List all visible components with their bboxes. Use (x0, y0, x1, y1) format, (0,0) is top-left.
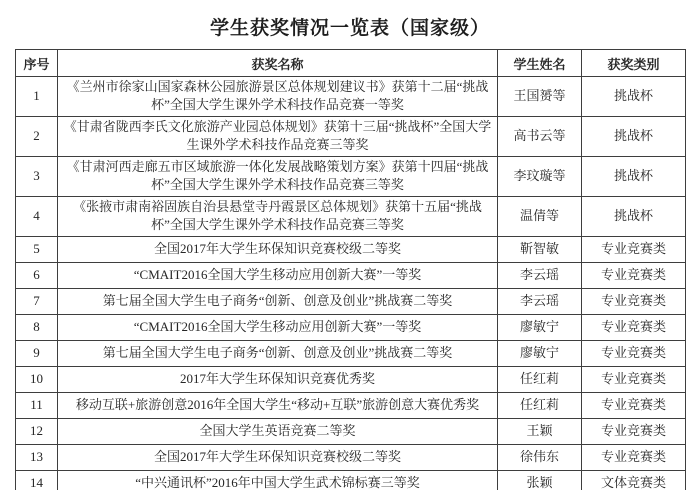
cell-student-name: 任红莉 (498, 392, 582, 418)
cell-award-name: 《张掖市肃南裕固族自治县悬堂寺丹霞景区总体规划》获第十五届“挑战杯”全国大学生课外学术科技作品竞赛三等奖 (58, 196, 498, 236)
cell-student-name: 任红莉 (498, 366, 582, 392)
cell-award-name: “中兴通讯杯”2016年中国大学生武术锦标赛三等奖 (58, 470, 498, 490)
cell-student-name: 李玟璇等 (498, 156, 582, 196)
cell-student-name: 廖敏宁 (498, 340, 582, 366)
cell-award-name: 《兰州市徐家山国家森林公园旅游景区总体规划建议书》获第十二届“挑战杯”全国大学生课外学术科技作品竞赛一等奖 (58, 77, 498, 117)
cell-index: 1 (16, 77, 58, 117)
page-title: 学生获奖情况一览表（国家级） (209, 18, 490, 39)
cell-award-category: 专业竞赛类 (582, 444, 686, 470)
cell-student-name: 徐伟东 (498, 444, 582, 470)
cell-award-name: “CMAIT2016全国大学生移动应用创新大赛”一等奖 (58, 314, 498, 340)
cell-student-name: 李云瑶 (498, 262, 582, 288)
table-row (16, 262, 686, 288)
cell-award-category: 专业竞赛类 (582, 314, 686, 340)
cell-award-name: “CMAIT2016全国大学生移动应用创新大赛”一等奖 (58, 262, 498, 288)
header-student-name: 学生姓名 (498, 50, 582, 77)
table-row (16, 418, 686, 444)
cell-student-name: 高书云等 (498, 116, 582, 156)
table-row (16, 340, 686, 366)
cell-award-category: 挑战杯 (582, 77, 686, 117)
cell-index: 14 (16, 470, 58, 490)
cell-index: 4 (16, 196, 58, 236)
cell-award-category: 挑战杯 (582, 196, 686, 236)
cell-award-name: 第七届全国大学生电子商务“创新、创意及创业”挑战赛二等奖 (58, 288, 498, 314)
cell-student-name: 王颖 (498, 418, 582, 444)
cell-index: 12 (16, 418, 58, 444)
table-row (16, 314, 686, 340)
table-row (16, 470, 686, 490)
cell-student-name: 温倩等 (498, 196, 582, 236)
table-row (16, 196, 686, 236)
cell-award-name: 2017年大学生环保知识竞赛优秀奖 (58, 366, 498, 392)
cell-award-category: 专业竞赛类 (582, 236, 686, 262)
cell-award-category: 专业竞赛类 (582, 392, 686, 418)
table-row (16, 77, 686, 117)
cell-student-name: 张颖 (498, 470, 582, 490)
cell-index: 9 (16, 340, 58, 366)
cell-award-name: 《甘肃省陇西李氏文化旅游产业园总体规划》获第十三届“挑战杯”全国大学生课外学术科技作品竞赛三等奖 (58, 116, 498, 156)
cell-award-category: 文体竞赛类 (582, 470, 686, 490)
cell-index: 3 (16, 156, 58, 196)
cell-award-category: 专业竞赛类 (582, 340, 686, 366)
cell-award-category: 专业竞赛类 (582, 262, 686, 288)
header-award-name: 获奖名称 (58, 50, 498, 77)
cell-award-category: 专业竞赛类 (582, 288, 686, 314)
table-row (16, 392, 686, 418)
cell-index: 10 (16, 366, 58, 392)
cell-award-name: 移动互联+旅游创意2016年全国大学生“移动+互联”旅游创意大赛优秀奖 (58, 392, 498, 418)
table-row (16, 156, 686, 196)
header-row (16, 50, 686, 77)
cell-award-name: 全国2017年大学生环保知识竞赛校级二等奖 (58, 236, 498, 262)
cell-award-category: 专业竞赛类 (582, 366, 686, 392)
cell-award-name: 全国大学生英语竞赛二等奖 (58, 418, 498, 444)
table-row (16, 444, 686, 470)
cell-index: 7 (16, 288, 58, 314)
awards-table (15, 49, 686, 490)
cell-index: 5 (16, 236, 58, 262)
cell-index: 11 (16, 392, 58, 418)
header-award-category: 获奖类别 (582, 50, 686, 77)
cell-award-name: 第七届全国大学生电子商务“创新、创意及创业”挑战赛二等奖 (58, 340, 498, 366)
cell-student-name: 王国赟等 (498, 77, 582, 117)
cell-index: 6 (16, 262, 58, 288)
cell-award-category: 挑战杯 (582, 156, 686, 196)
cell-index: 13 (16, 444, 58, 470)
cell-index: 8 (16, 314, 58, 340)
cell-index: 2 (16, 116, 58, 156)
table-row (16, 236, 686, 262)
header-index: 序号 (16, 50, 58, 77)
cell-award-category: 专业竞赛类 (582, 418, 686, 444)
table-row (16, 366, 686, 392)
cell-award-name: 《甘肃河西走廊五市区域旅游一体化发展战略策划方案》获第十四届“挑战杯”全国大学生课外学术科技作品竞赛三等奖 (58, 156, 498, 196)
cell-student-name: 靳智敏 (498, 236, 582, 262)
cell-award-category: 挑战杯 (582, 116, 686, 156)
table-row (16, 116, 686, 156)
cell-award-name: 全国2017年大学生环保知识竞赛校级二等奖 (58, 444, 498, 470)
cell-student-name: 廖敏宁 (498, 314, 582, 340)
cell-student-name: 李云瑶 (498, 288, 582, 314)
table-row (16, 288, 686, 314)
